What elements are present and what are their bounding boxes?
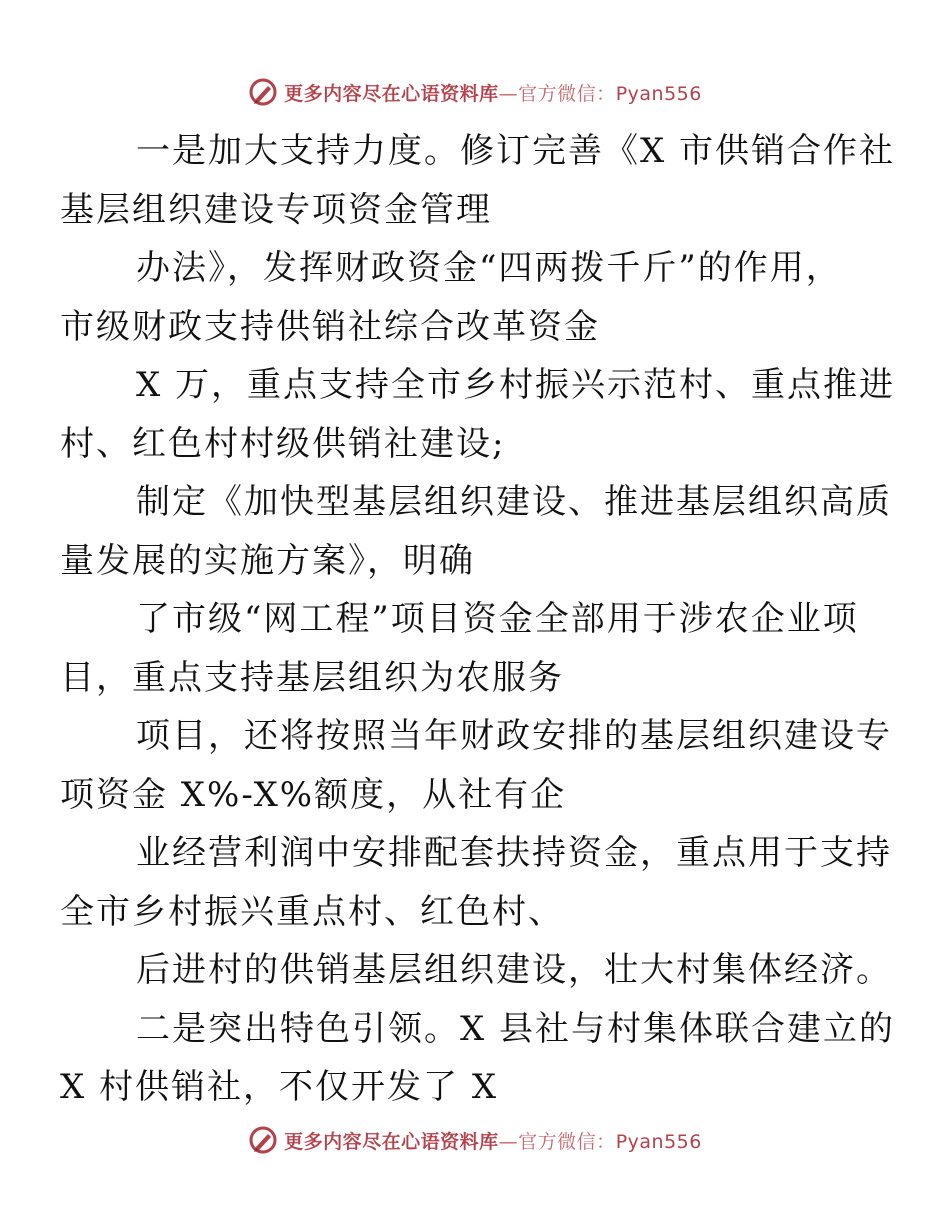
paragraph (60, 356, 896, 473)
banner-main-text: 更多内容尽在心语资料库 (284, 82, 499, 105)
paragraph-line: 目，重点支持基层组织为农服务 (60, 657, 564, 698)
paragraph (60, 122, 896, 239)
paragraph-line: 项目，还将按照当年财政安排的基层组织建设专 (136, 716, 892, 756)
paragraph (60, 1000, 896, 1117)
paragraph (98, 941, 892, 1000)
pen-logo-icon (248, 77, 278, 107)
paragraph (60, 824, 892, 941)
paragraph-line: X 万，重点支持全市乡村振兴示范村、重点推进 (136, 365, 896, 405)
banner-wechat-label: 官方微信： (518, 1130, 616, 1153)
paragraph (60, 239, 858, 356)
paragraph-line: 二是突出特色引领。X 县社与村集体联合建立的 (136, 1008, 896, 1049)
pen-logo-icon (248, 1125, 278, 1155)
paragraph-line: 一是加大支持力度。修订完善《X 市供销合作社 (136, 131, 896, 171)
paragraph-line: 了市级“网工程”项目资金全部用于涉农企业项 (136, 599, 859, 639)
paragraph-line: 项资金 X%-X%额度，从社有企 (60, 774, 567, 815)
banner-text (284, 79, 702, 106)
paragraph-line: 市级财政支持供销社综合改革资金 (60, 306, 600, 347)
paragraph (60, 590, 859, 707)
paragraph-line: X 村供销社，不仅开发了 X (60, 1067, 499, 1107)
document-body (60, 122, 896, 1117)
paragraph-line: 后进村的供销基层组织建设，壮大村集体经济。 (136, 950, 892, 990)
banner-wechat-label: 官方微信： (518, 82, 616, 105)
paragraph-line: 办法》，发挥财政资金“四两拨千斤”的作用， (136, 248, 842, 288)
paragraph-line: 业经营利润中安排配套扶持资金，重点用于支持 (136, 833, 892, 873)
banner-separator: — (498, 82, 519, 105)
banner-wechat-id: Pyan556 (615, 1130, 702, 1153)
banner-separator: — (498, 1130, 519, 1153)
footer-watermark-banner (0, 1120, 950, 1160)
banner-text (284, 1127, 702, 1154)
header-watermark-banner (0, 72, 950, 112)
paragraph (60, 473, 892, 590)
paragraph-line: 全市乡村振兴重点村、红色村、 (60, 891, 564, 932)
paragraph-line: 村、红色村村级供销社建设; (60, 423, 506, 464)
paragraph-line: 制定《加快型基层组织建设、推进基层组织高质 (136, 482, 892, 522)
paragraph (60, 707, 892, 824)
paragraph-line: 量发展的实施方案》，明确 (60, 540, 475, 581)
paragraph-line: 基层组织建设专项资金管理 (60, 189, 492, 230)
banner-wechat-id: Pyan556 (615, 82, 702, 105)
banner-main-text: 更多内容尽在心语资料库 (284, 1130, 499, 1153)
